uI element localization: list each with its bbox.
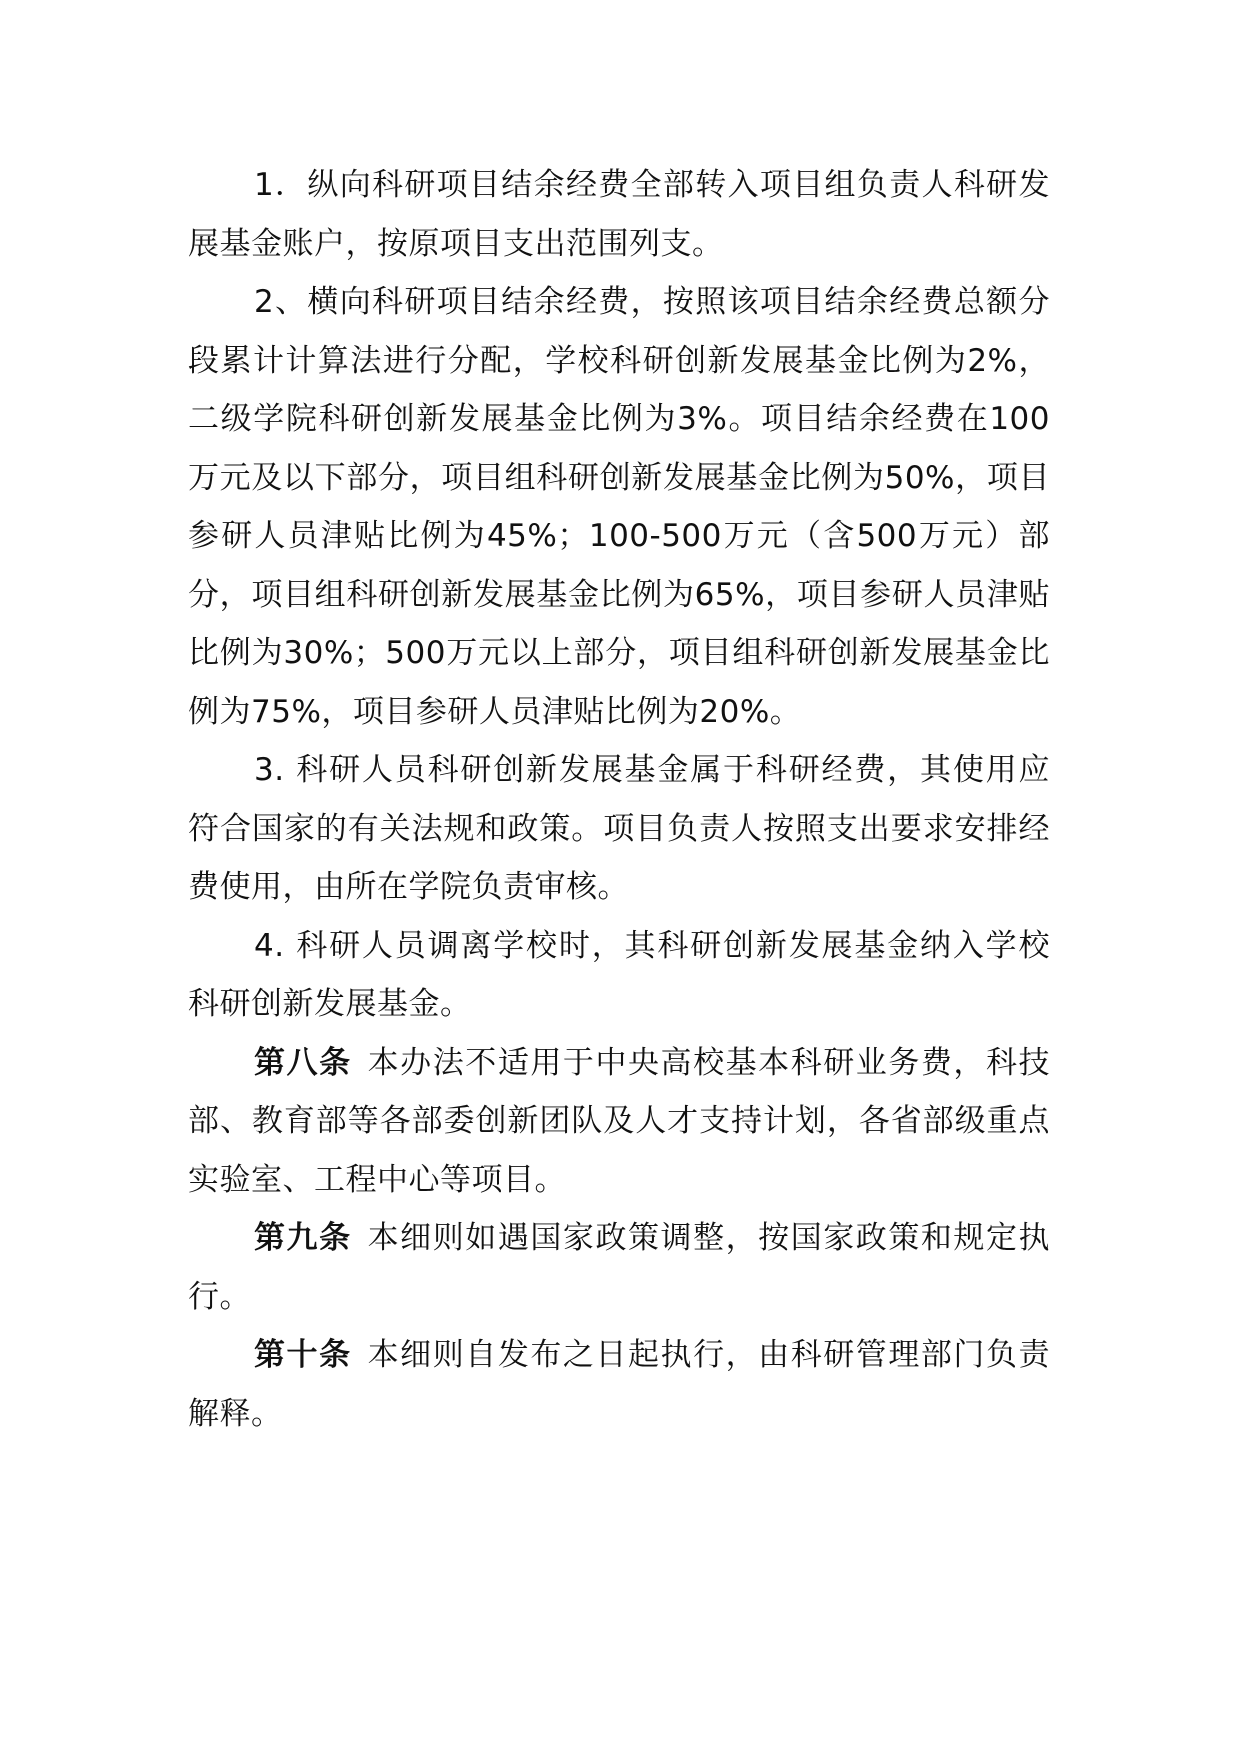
paragraph-1: 1．纵向科研项目结余经费全部转入项目组负责人科研发展基金账户，按原项目支出范围列支。 — [188, 167, 1050, 262]
article-10-text: 本细则自发布之日起执行，由科研管理部门负责解释。 — [188, 1337, 1051, 1432]
paragraph-4: 4. 科研人员调离学校时，其科研创新发展基金纳入学校科研创新发展基金。 — [188, 927, 1050, 1022]
article-10-label: 第十条 — [254, 1337, 352, 1373]
paragraph-2: 2、横向科研项目结余经费，按照该项目结余经费总额分段累计计算法进行分配，学校科研创新发展基金比例为2%，二级学院科研创新发展基金比例为3%。项目结余经费在100万元及以下部分，项目组科研创新发展基金比例为50%，项目参研人员津贴比例为45%；100-500万元（含500万元）部分，项目组科研创新发展基金比例为65%，项目参研人员津贴比例为30%；500万元以上部分，项目组科研创新发展基金比例为75%，项目参研人员津贴比例为20%。 — [188, 284, 1050, 730]
article-8-text: 本办法不适用于中央高校基本科研业务费，科技部、教育部等各部委创新团队及人才支持计划，各省部级重点实验室、工程中心等项目。 — [188, 1044, 1051, 1198]
paragraph-3: 3. 科研人员科研创新发展基金属于科研经费，其使用应符合国家的有关法规和政策。项目负责人按照支出要求安排经费使用，由所在学院负责审核。 — [188, 752, 1050, 905]
article-8 — [188, 1034, 1050, 1210]
article-9 — [188, 1209, 1050, 1326]
article-9-text: 本细则如遇国家政策调整，按国家政策和规定执行。 — [188, 1220, 1051, 1315]
article-9-label: 第九条 — [254, 1220, 352, 1256]
article-10 — [188, 1326, 1050, 1443]
document-body — [188, 156, 1050, 1443]
article-8-label: 第八条 — [254, 1044, 352, 1081]
